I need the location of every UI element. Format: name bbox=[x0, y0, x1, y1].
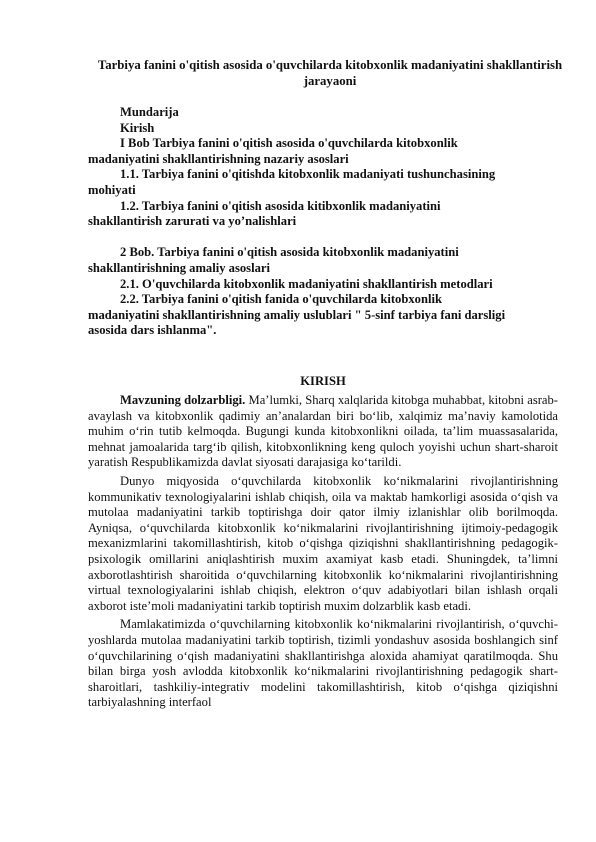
toc-item-1-2: 1.2. Tarbiya fanini o'qitish asosida kitibxonlik madaniyatini bbox=[120, 198, 441, 213]
kirish-heading: KIRISH bbox=[300, 374, 346, 388]
toc-item-1-1: 1.1. Tarbiya fanini o'qitishda kitobxonlik madaniyati tushunchasining bbox=[120, 167, 496, 182]
paragraph-1-lead: Mavzuning dolzarbligi. bbox=[120, 393, 246, 407]
toc-spacer bbox=[88, 230, 558, 246]
toc-item-2-2: 2.2. Tarbiya fanini o'qitish fanida o'quvchilarda kitobxonlik bbox=[120, 292, 442, 307]
toc-item-chapter-1-cont: madaniyatini shakllantirishning nazariy asoslari bbox=[88, 151, 349, 166]
toc-item-1-2-cont: shakllantirish zarurati va yo’nalishlari bbox=[88, 214, 297, 229]
toc-item-chapter-1: I Bob Tarbiya fanini o'qitish asosida o'quvchilarda kitobxonlik bbox=[120, 136, 458, 151]
toc-item-chapter-2: 2 Bob. Tarbiya fanini o'qitish asosida kitobxonlik madaniyatini bbox=[120, 245, 459, 260]
table-of-contents bbox=[88, 105, 558, 339]
toc-item-2-1: 2.1. O'quvchilarda kitobxonlik madaniyatini shakllantirish metodlari bbox=[120, 276, 493, 291]
toc-item-1-1-cont: mohiyati bbox=[88, 182, 136, 197]
paragraph-3: Mamlakatimizda o‘quvchilarning kitobxonlik ko‘nikmalarini rivojlantirish, o‘quvchi-yoshlarda mutolaa madaniyatini tarkib toptirish, tizimli yondashuv asosida boshlangich sinf o‘quvchilarining o‘qish madaniyatini shakllantirishga aloxida ahamiyat qaratilmoqda. Shu bilan birga yosh avlodda kitobxonlik ko‘nikmalarini rivojlantirishning pedagogik shart-sharoitlari, tashkiliy-integrativ modelini takomillashtirish, kitob o‘qishga qiziqishni tarbiyalashning interfaol bbox=[88, 617, 558, 710]
toc-item-2-2-cont: madaniyatini shakllantirishning amaliy uslublari " 5-sinf tarbiya fani darsligi bbox=[88, 307, 506, 322]
toc-item-chapter-2-cont: shakllantirishning amaliy asoslari bbox=[88, 260, 270, 275]
paragraph-1-text: Ma’lumki, Sharq xalqlarida kitobga muhabbat, kitobni asrab-avaylash va kitobxonlik qadimiy an’analardan biri bo‘lib, xalqimiz ma’naviy kamolotida muhim o‘rin tutib kelmoqda. Bugungi kunda kitobxonlikni oilada, ta’lim muassasalarida, mehnat jamoalarida targ‘ib qilish, kitobxonlikning keng quloch yoyishi uchun shart-sharoit yaratish Respublikamizda davlat siyosati darajasiga ko‘tarildi. bbox=[88, 393, 559, 470]
paragraph-1 bbox=[88, 393, 558, 471]
toc-heading: Mundarija bbox=[120, 105, 179, 119]
document-title: Tarbiya fanini o'qitish asosida o'quvchilarda kitobxonlik madaniyatini shakllantirish jarayaoni bbox=[97, 58, 563, 88]
body-text bbox=[88, 393, 558, 714]
paragraph-2: Dunyo miqyosida o‘quvchilarda kitobxonlik ko‘nikmalarini rivojlantirishning kommunikativ texnologiyalarini ishlab chiqish, oila va maktab hamkorligi asosida o‘qish va mutolaa madaniyatini tarkib toptirishga doir qator ilmiy izlanishlar olib borilmoqda. Ayniqsa, o‘quvchilarda kitobxonlik ko‘nikmalarini rivojlantirishning ijtimoiy-pedagogik mexanizmlarini takomillashtirish, kitob o‘qishga qiziqishni shakllantirishning pedagogik-psixologik omillarini aniqlashtirish muxim axamiyat kasb etadi. Shuningdek, ta’limni axborotlashtirish sharoitida o‘quvchilarning kitobxonlik ko‘nikmalarini rivojlantirishning virtual texnologiyalarini ishlab chiqish, elektron o‘quv adabiyotlari bilan ishlash orqali axborot iste’moli madaniyatini tarkib toptirish muxim dolzarblik kasb etadi. bbox=[88, 473, 558, 613]
toc-item-2-2-cont-2: asosida dars ishlanma". bbox=[88, 323, 217, 338]
toc-item-kirish: Kirish bbox=[120, 120, 155, 135]
